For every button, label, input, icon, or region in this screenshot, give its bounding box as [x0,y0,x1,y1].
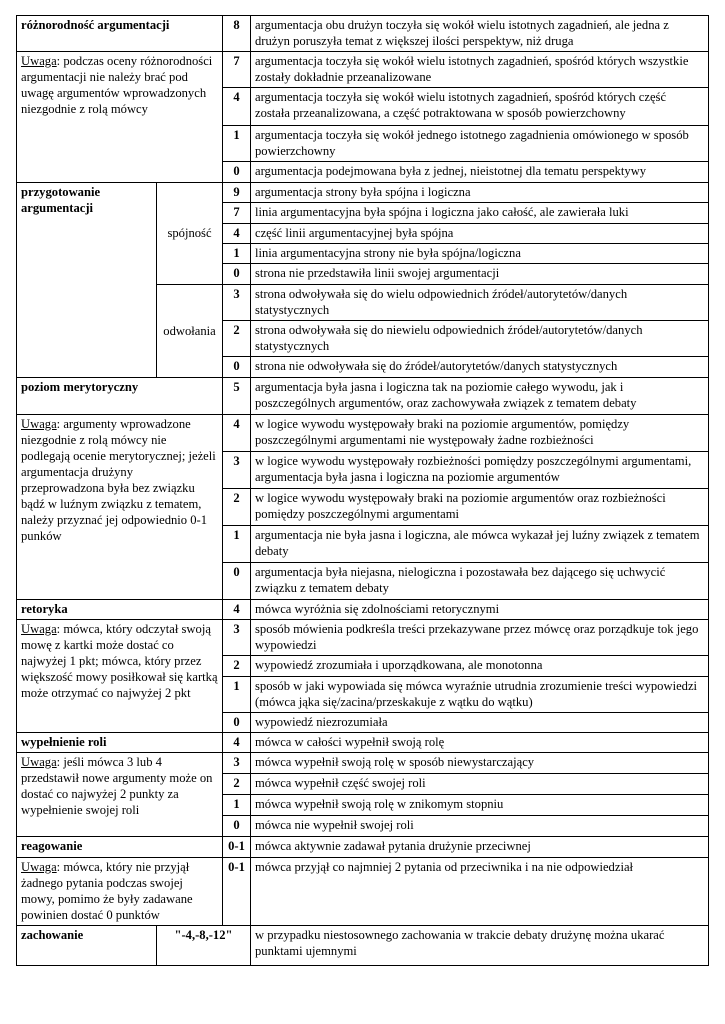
score-cell: 2 [223,321,251,357]
criterion-note: Uwaga: podczas oceny różnorodności argumentacji nie należy brać pod uwagę argumentów wprowadzonych niezgodnie z rolą mówcy [17,52,223,183]
score-cell: 0 [223,357,251,378]
criterion-title: różnorodność argumentacji [17,16,223,52]
description-cell: część linii argumentacyjnej była spójna [251,224,709,244]
criterion-title: zachowanie [17,926,157,966]
scoring-rubric-table [16,15,709,966]
description-cell: w logice wywodu występowały rozbieżności pomiędzy poszczególnymi argumentami, argumentacja była jasna i logiczna na poziomie argumentów [251,452,709,489]
scoring-rubric-page [16,15,708,966]
criterion-note: Uwaga: jeśli mówca 3 lub 4 przedstawił nowe argumenty może on dostać co najwyżej 2 punkty za wypełnienie swojej roli [17,753,223,837]
table-row [17,52,709,88]
table-row [17,926,709,966]
criterion-title: poziom merytoryczny [17,378,223,415]
score-cell: 3 [223,285,251,321]
score-cell: 0 [223,264,251,285]
subcriterion-label: spójność [157,183,223,285]
penalty-values: "-4,-8,-12" [157,926,251,966]
score-cell: 4 [223,733,251,753]
score-cell: 0 [223,816,251,837]
score-cell: 1 [223,677,251,713]
description-cell: argumentacja była jasna i logiczna tak na poziomie całego wywodu, jak i poszczególnych argumentów, oraz zachowywała związek z tematem debaty [251,378,709,415]
description-cell: linia argumentacyjna była spójna i logiczna jako całość, ale zawierała luki [251,203,709,224]
description-cell: strona odwoływała się do wielu odpowiednich źródeł/autorytetów/danych statystycznych [251,285,709,321]
score-cell: 0 [223,563,251,600]
description-cell: w logice wywodu występowały braki na poziomie argumentów, pomiędzy poszczególnymi argumentami nie występowały żadne rozbieżności [251,415,709,452]
description-cell: argumentacja toczyła się wokół wielu istotnych zagadnień, spośród których część została przeanalizowana, a część potraktowana w sposób powierzchowny [251,88,709,126]
table-row [17,733,709,753]
table-row [17,183,709,203]
score-cell: 4 [223,88,251,126]
description-cell: argumentacja nie była jasna i logiczna, ale mówca wykazał jej luźny związek z tematem debaty [251,526,709,563]
description-cell: sposób w jaki wypowiada się mówca wyraźnie utrudnia zrozumienie treści wypowiedzi (mówca jąka się/zacina/przeskakuje z wątku do wątku) [251,677,709,713]
score-cell: 2 [223,656,251,677]
description-cell: wypowiedź niezrozumiała [251,713,709,733]
description-cell: sposób mówienia podkreśla treści przekazywane przez mówcę oraz porządkuje tok jego wypowiedzi [251,620,709,656]
criterion-title: przygotowanie argumentacji [17,183,157,378]
score-cell: 2 [223,774,251,795]
score-cell: 0-1 [223,858,251,926]
table-row [17,620,709,656]
description-cell: argumentacja toczyła się wokół jednego istotnego zagadnienia omówionego w sposób powierzchowny [251,126,709,162]
criterion-note: Uwaga: mówca, który odczytał swoją mowę z kartki może dostać co najwyżej 1 pkt; mówca, który przez większość mowy posiłkował się kartką może otrzymać co najwyżej 2 pkt [17,620,223,733]
criterion-title: retoryka [17,600,223,620]
score-cell: 1 [223,795,251,816]
description-cell: w logice wywodu występowały braki na poziomie argumentów oraz rozbieżności pomiędzy poszczególnymi argumentami [251,489,709,526]
table-row [17,837,709,858]
description-cell: linia argumentacyjna strony nie była spójna/logiczna [251,244,709,264]
score-cell: 4 [223,415,251,452]
description-cell: argumentacja toczyła się wokół wielu istotnych zagadnień, spośród których wszystkie zostały dokładnie przeanalizowane [251,52,709,88]
criterion-title: reagowanie [17,837,223,858]
description-cell: mówca wypełnił część swojej roli [251,774,709,795]
score-cell: 3 [223,452,251,489]
description-cell: mówca nie wypełnił swojej roli [251,816,709,837]
description-cell: argumentacja podejmowana była z jednej, nieistotnej dla tematu perspektywy [251,162,709,183]
table-row [17,415,709,452]
description-cell: wypowiedź zrozumiała i uporządkowana, ale monotonna [251,656,709,677]
description-cell: strona odwoływała się do niewielu odpowiednich źródeł/autorytetów/danych statystycznych [251,321,709,357]
score-cell: 1 [223,126,251,162]
score-cell: 1 [223,526,251,563]
score-cell: 3 [223,620,251,656]
score-cell: 7 [223,203,251,224]
score-cell: 7 [223,52,251,88]
table-row [17,16,709,52]
table-row [17,858,709,926]
table-row [17,378,709,415]
description-cell: mówca aktywnie zadawał pytania drużynie przeciwnej [251,837,709,858]
description-cell: strona nie odwoływała się do źródeł/autorytetów/danych statystycznych [251,357,709,378]
score-cell: 0-1 [223,837,251,858]
score-cell: 8 [223,16,251,52]
criterion-note: Uwaga: argumenty wprowadzone niezgodnie z rolą mówcy nie podlegają ocenie merytorycznej; jeżeli argumentacja drużyny przeprowadzona była bez związku bądź w luźnym związku z tematem, należy przyznać jej odpowiednio 0-1 punków [17,415,223,600]
description-cell: strona nie przedstawiła linii swojej argumentacji [251,264,709,285]
description-cell: argumentacja obu drużyn toczyła się wokół wielu istotnych zagadnień, ale jedna z drużyn poruszyła temat z większej ilości perspektyw, niż druga [251,16,709,52]
score-cell: 4 [223,600,251,620]
score-cell: 4 [223,224,251,244]
score-cell: 3 [223,753,251,774]
description-cell: mówca wyróżnia się zdolnościami retorycznymi [251,600,709,620]
table-row [17,753,709,774]
description-cell: mówca w całości wypełnił swoją rolę [251,733,709,753]
criterion-title: wypełnienie roli [17,733,223,753]
score-cell: 0 [223,162,251,183]
score-cell: 9 [223,183,251,203]
description-cell: mówca przyjął co najmniej 2 pytania od przeciwnika i na nie odpowiedział [251,858,709,926]
criterion-note: Uwaga: mówca, który nie przyjął żadnego pytania podczas swojej mowy, pomimo że były zadawane powinien dostać 0 punktów [17,858,223,926]
description-cell: mówca wypełnił swoją rolę w znikomym stopniu [251,795,709,816]
score-cell: 5 [223,378,251,415]
subcriterion-label: odwołania [157,285,223,378]
score-cell: 2 [223,489,251,526]
description-cell: w przypadku niestosownego zachowania w trakcie debaty drużynę można ukarać punktami ujemnymi [251,926,709,966]
score-cell: 0 [223,713,251,733]
description-cell: argumentacja strony była spójna i logiczna [251,183,709,203]
description-cell: mówca wypełnił swoją rolę w sposób niewystarczający [251,753,709,774]
score-cell: 1 [223,244,251,264]
description-cell: argumentacja była niejasna, nielogiczna i pozostawała bez dającego się uchwycić związku z tematem debaty [251,563,709,600]
table-row [17,600,709,620]
